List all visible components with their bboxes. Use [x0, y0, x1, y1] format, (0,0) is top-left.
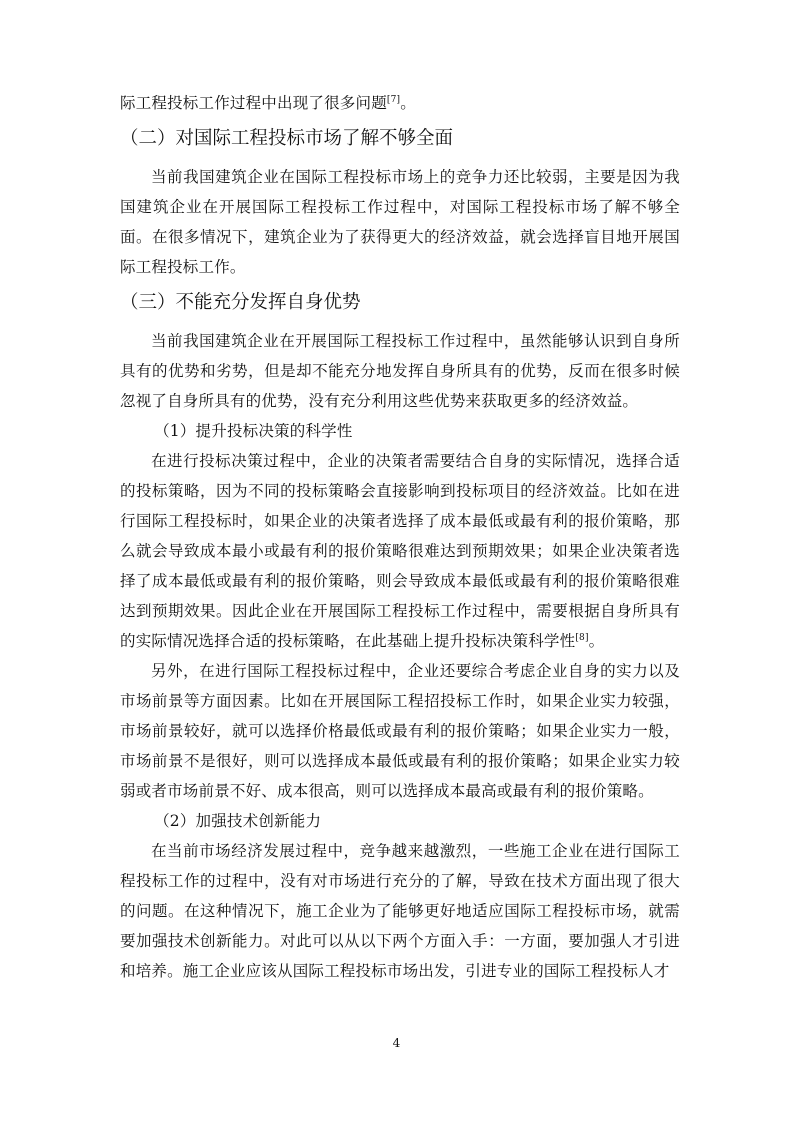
- citation-8: [8]: [575, 632, 589, 643]
- section-heading-3: （三）不能充分发挥自身优势: [120, 292, 361, 313]
- document-page: [120, 88, 680, 986]
- paragraph-market-understanding: 当前我国建筑企业在国际工程投标市场上的竞争力还比较弱，主要是因为我国建筑企业在开展国际工程投标工作过程中，对国际工程投标市场了解不够全面。在很多情况下，建筑企业为了获得更大的经济效益，就会选择盲目地开展国际工程投标工作。: [120, 168, 680, 276]
- page-number: 4: [392, 1036, 401, 1050]
- section-heading-2: （二）对国际工程投标市场了解不够全面: [120, 128, 454, 149]
- paragraph-decision-strategy: 在进行投标决策过程中，企业的决策者需要结合自身的实际情况，选择合适的投标策略，因为不同的投标策略会直接影响到投标项目的经济效益。比如在进行国际工程投标时，如果企业的决策者选择了成本最低或最有利的报价策略，那么就会导致成本最小或最有利的报价策略很难达到预期效果；如果企业决策者选择了成本最低或最有利的报价策略，则会导致成本最低或最有利的报价策略很难达到预期效果。因此企业在开展国际工程投标工作过程中，需要根据自身所具有的实际情况选择合适的投标策略，在此基础上提升投标决策科学性[8]。: [120, 452, 680, 650]
- paragraph-advantages: 当前我国建筑企业在开展国际工程投标工作过程中，虽然能够认识到自身所具有的优势和劣势，但是却不能充分地发挥自身所具有的优势，反而在很多时候忽视了自身所具有的优势，没有充分利用这些优势来获取更多的经济效益。: [120, 332, 680, 410]
- paragraph-tech-innovation: 在当前市场经济发展过程中，竞争越来越激烈，一些施工企业在进行国际工程投标工作的过程中，没有对市场进行充分的了解，导致在技术方面出现了很大的问题。在这种情况下，施工企业为了能够更好地适应国际工程投标市场，就需要加强技术创新能力。对此可以从以下两个方面入手：一方面，要加强人才引进和培养。施工企业应该从国际工程投标市场出发，引进专业的国际工程投标人才: [120, 842, 680, 980]
- subheading-2: （2）加强技术创新能力: [154, 812, 322, 830]
- paragraph-continuation: 际工程投标工作过程中出现了很多问题[7]。: [120, 94, 416, 112]
- subheading-1: （1）提升投标决策的科学性: [154, 422, 353, 440]
- citation-7: [7]: [386, 94, 401, 105]
- paragraph-strength-market: 另外，在进行国际工程投标过程中，企业还要综合考虑企业自身的实力以及市场前景等方面因素。比如在开展国际工程招投标工作时，如果企业实力较强，市场前景较好，就可以选择价格最低或最有利的报价策略；如果企业实力一般，市场前景不是很好，则可以选择成本最低或最有利的报价策略；如果企业实力较弱或者市场前景不好、成本很高，则可以选择成本最高或最有利的报价策略。: [120, 662, 680, 800]
